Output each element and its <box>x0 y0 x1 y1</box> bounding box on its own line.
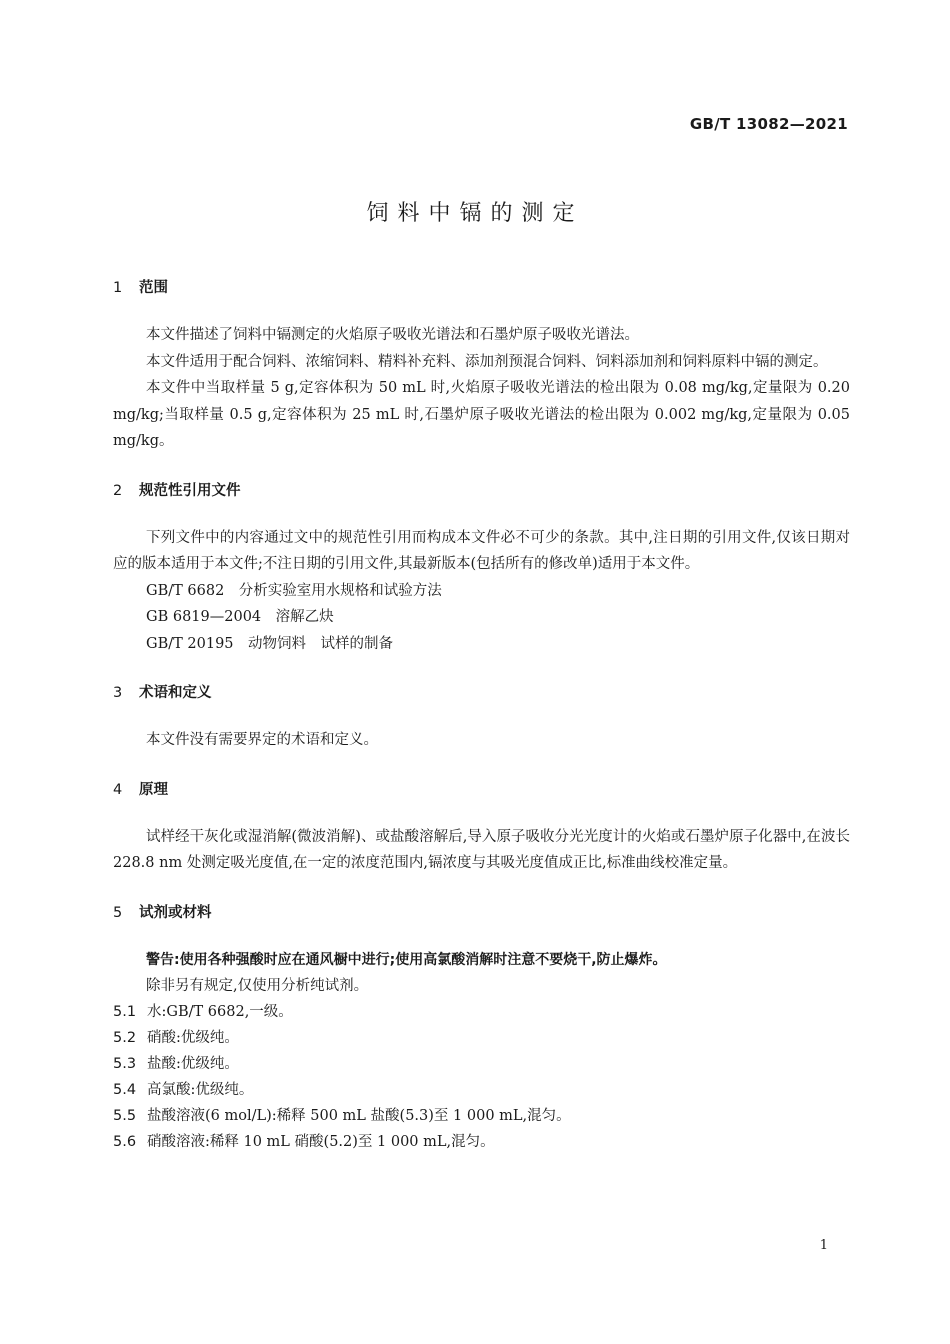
section-heading <box>113 901 850 925</box>
item-number: 5.5 <box>113 1108 137 1124</box>
item-text: 高氯酸:优级纯。 <box>147 1082 254 1098</box>
item-text: 水:GB/T 6682,一级。 <box>147 1004 293 1020</box>
section-number: 2 <box>113 482 123 499</box>
paragraph: 除非另有规定,仅使用分析纯试剂。 <box>146 977 369 994</box>
paragraph: 本文件没有需要界定的术语和定义。 <box>146 732 378 748</box>
standard-code: GB/T 13082—2021 <box>689 115 848 133</box>
item-number: 5.4 <box>113 1082 137 1098</box>
section-heading <box>113 479 850 503</box>
section-number: 1 <box>113 280 123 296</box>
list-item <box>113 1077 850 1103</box>
section-title: 原理 <box>139 781 168 798</box>
item-number: 5.2 <box>113 1030 137 1046</box>
item-text: 硝酸:优级纯。 <box>147 1030 239 1046</box>
item-number: 5.6 <box>113 1134 137 1150</box>
section-heading <box>113 681 850 705</box>
list-item <box>113 999 850 1025</box>
item-text: 盐酸:优级纯。 <box>147 1056 239 1072</box>
section-title: 试剂或材料 <box>139 904 212 921</box>
paragraph: 下列文件中的内容通过文中的规范性引用而构成本文件必不可少的条款。其中,注日期的引用文件,仅该日期对应的版本适用于本文件;不注日期的引用文件,其最新版本(包括所有的修改单)适用于本文件。 <box>113 529 850 572</box>
list-item <box>113 1051 850 1077</box>
section-title: 规范性引用文件 <box>139 482 241 499</box>
reference-item: GB/T 20195 动物饲料 试样的制备 <box>146 635 394 652</box>
list-item <box>113 1103 850 1129</box>
warning-note: 警告:使用各种强酸时应在通风橱中进行;使用高氯酸消解时注意不要烧干,防止爆炸。 <box>146 951 667 968</box>
section-number: 3 <box>113 685 123 701</box>
paragraph: 试样经干灰化或湿消解(微波消解)、或盐酸溶解后,导入原子吸收分光光度计的火焰或石墨炉原子化器中,在波长 228.8 nm 处测定吸光度值,在一定的浓度范围内,镉浓度与其吸光度值成正比,标准曲线校准定量。 <box>113 828 850 871</box>
section-title: 术语和定义 <box>139 685 212 701</box>
list-item <box>113 1129 850 1155</box>
section-heading <box>113 778 850 802</box>
list-item <box>113 1025 850 1051</box>
section-title: 范围 <box>139 280 168 296</box>
section-number: 5 <box>113 904 123 921</box>
section-number: 4 <box>113 781 123 798</box>
item-number: 5.1 <box>113 1004 137 1020</box>
reference-item: GB 6819—2004 溶解乙炔 <box>146 609 334 625</box>
paragraph: 本文件描述了饲料中镉测定的火焰原子吸收光谱法和石墨炉原子吸收光谱法。 <box>146 327 639 343</box>
item-text: 盐酸溶液(6 mol/L):稀释 500 mL 盐酸(5.3)至 1 000 mL,混匀。 <box>147 1108 571 1124</box>
reference-item: GB/T 6682 分析实验室用水规格和试验方法 <box>146 582 442 599</box>
paragraph: 本文件适用于配合饲料、浓缩饲料、精料补充料、添加剂预混合饲料、饲料添加剂和饲料原料中镉的测定。 <box>146 353 828 370</box>
document-title: 饲料中镉的测定 <box>366 201 584 226</box>
document-body <box>113 276 850 1155</box>
item-text: 硝酸溶液:稀释 10 mL 硝酸(5.2)至 1 000 mL,混匀。 <box>147 1134 495 1150</box>
section-heading <box>113 276 850 300</box>
paragraph: 本文件中当取样量 5 g,定容体积为 50 mL 时,火焰原子吸收光谱法的检出限为 0.08 mg/kg,定量限为 0.20 mg/kg;当取样量 0.5 g,定容体积为 25 mL 时,石墨炉原子吸收光谱法的检出限为 0.002 mg/kg,定量限为 0.05 mg/kg。 <box>113 380 850 449</box>
page-number: 1 <box>819 1238 828 1253</box>
item-number: 5.3 <box>113 1056 137 1072</box>
